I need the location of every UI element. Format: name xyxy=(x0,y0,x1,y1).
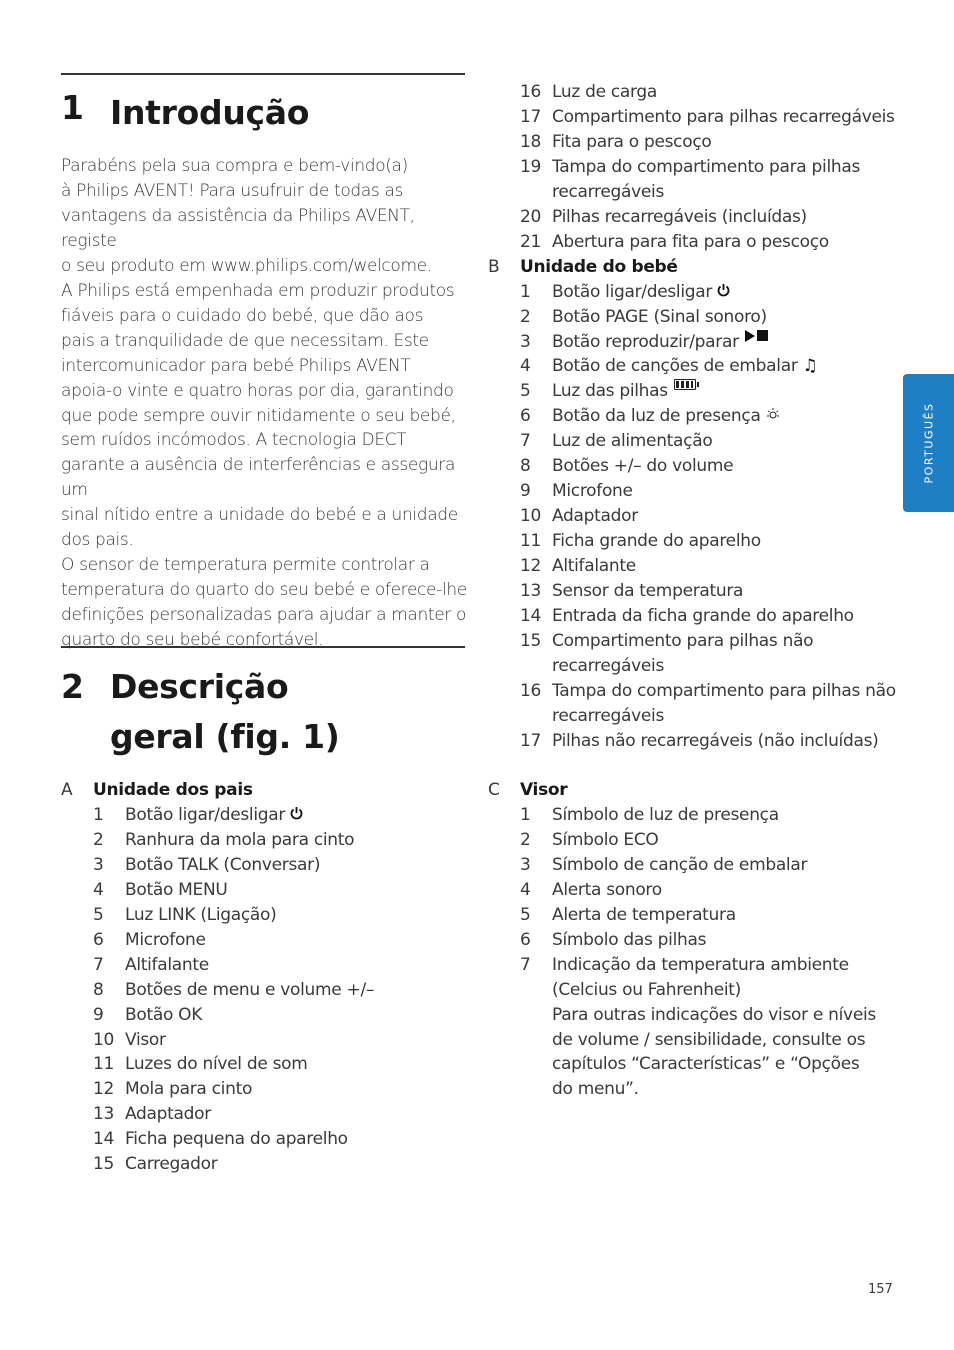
list-item: 3 Símbolo de canção de embalar xyxy=(520,854,808,875)
list-item: 7 Luz de alimentação xyxy=(520,431,713,452)
list-item: 16 Tampa do compartimento para pilhas não xyxy=(520,680,896,701)
intro-line: intercomunicador para bebé Philips AVENT xyxy=(61,355,411,376)
intro-line: apoia-o vinte e quatro horas por dia, garantindo xyxy=(61,380,454,401)
section-1-heading xyxy=(61,88,309,138)
list-item: 7 Indicação da temperatura ambiente xyxy=(520,954,849,975)
section-1-number: 1 xyxy=(61,88,84,127)
list-item: 17 Pilhas não recarregáveis (não incluídas) xyxy=(520,730,879,751)
section-1-rule xyxy=(61,73,465,75)
group-c-list xyxy=(488,778,876,1102)
page-number: 157 xyxy=(868,1282,893,1297)
power-icon xyxy=(290,803,303,828)
battery-icon xyxy=(674,379,696,390)
list-item-continuation: Para outras indicações do visor e níveis xyxy=(552,1004,876,1025)
list-item: 6 Microfone xyxy=(93,929,206,950)
list-item: 10 Adaptador xyxy=(520,506,638,527)
list-item: 8 Botões de menu e volume +/– xyxy=(93,979,375,1000)
intro-line: Parabéns pela sua compra e bem-vindo(a) xyxy=(61,156,408,176)
group-b-title: Unidade do bebé xyxy=(520,256,678,277)
group-a-list xyxy=(61,778,374,1177)
list-item-continuation: recarregáveis xyxy=(552,181,665,202)
intro-line: quarto do seu bebé confortável. xyxy=(61,630,324,651)
list-item-continuation: de volume / sensibilidade, consulte os xyxy=(552,1029,866,1050)
group-a-letter: A xyxy=(61,780,73,800)
intro-line: sem ruídos incómodos. A tecnologia DECT xyxy=(61,430,407,451)
list-item: 9 Botão OK xyxy=(93,1004,203,1025)
list-item: 1 Símbolo de luz de presença xyxy=(520,804,779,825)
list-item: 2 Botão PAGE (Sinal sonoro) xyxy=(520,306,767,327)
list-item: 4 Botão de canções de embalar ♫ xyxy=(488,354,896,379)
list-item-continuation: (Celcius ou Fahrenheit) xyxy=(552,979,741,1000)
section-2-number: 2 xyxy=(61,667,84,706)
list-item: 2 Ranhura da mola para cinto xyxy=(93,829,355,850)
section-2-rule xyxy=(61,646,465,648)
list-item-continuation: recarregáveis xyxy=(552,705,665,726)
list-item: 19 Tampa do compartimento para pilhas xyxy=(520,156,861,177)
intro-line: sinal nítido entre a unidade do bebé e a unidade xyxy=(61,505,458,526)
intro-line: A Philips está empenhada em produzir produtos xyxy=(61,280,455,301)
list-item: 17 Compartimento para pilhas recarregáveis xyxy=(520,106,895,127)
list-item: 9 Microfone xyxy=(520,481,633,502)
list-item: 4 Alerta sonoro xyxy=(520,879,662,900)
list-item: 18 Fita para o pescoço xyxy=(520,131,712,152)
list-item-continuation: capítulos “Características” e “Opções xyxy=(552,1054,860,1075)
list-item: 12 Mola para cinto xyxy=(93,1079,253,1100)
list-item: 10 Visor xyxy=(93,1029,166,1050)
intro-line: fiáveis para o cuidado do bebé, que dão aos xyxy=(61,305,424,326)
list-item: 13 Sensor da temperatura xyxy=(520,581,744,602)
section-1-title: Introdução xyxy=(110,93,310,132)
intro-line: dos pais. xyxy=(61,530,134,551)
intro-line: garante a ausência de interferências e assegura um xyxy=(61,455,456,501)
intro-line: definições personalizadas para ajudar a manter o xyxy=(61,605,467,626)
list-item: 7 Altifalante xyxy=(93,954,209,975)
list-item: 4 Botão MENU xyxy=(93,879,228,900)
intro-line: temperatura do quarto do seu bebé e oferece-lhe xyxy=(61,580,467,601)
group-c-header xyxy=(488,778,876,803)
list-item: 12 Altifalante xyxy=(520,556,636,577)
group-c-letter: C xyxy=(488,780,500,800)
list-item: 5 Alerta de temperatura xyxy=(520,904,736,925)
night-light-icon xyxy=(766,404,780,429)
list-item: 6 Símbolo das pilhas xyxy=(520,929,707,950)
list-item: 11 Ficha grande do aparelho xyxy=(520,531,761,552)
play-icon xyxy=(745,330,755,342)
section-2-title-line2: geral (fig. 1) xyxy=(110,717,340,756)
intro-line: o seu produto em www.philips.com/welcome. xyxy=(61,255,432,276)
list-item: 3 Botão TALK (Conversar) xyxy=(93,854,321,875)
list-item: 5 Luz das pilhas xyxy=(488,379,896,404)
list-item: 3 Botão reproduzir/parar xyxy=(488,330,896,355)
list-item: 20 Pilhas recarregáveis (incluídas) xyxy=(520,206,807,227)
intro-line: que pode sempre ouvir nitidamente o seu bebé, xyxy=(61,405,456,426)
group-a-header xyxy=(61,778,374,803)
list-item: 2 Símbolo ECO xyxy=(520,829,659,850)
list-item: 1 Botão ligar/desligar xyxy=(488,280,896,305)
list-item: 14 Entrada da ficha grande do aparelho xyxy=(520,606,854,627)
list-item: 13 Adaptador xyxy=(93,1104,211,1125)
list-item-continuation: recarregáveis xyxy=(552,655,665,676)
intro-line: à Philips AVENT! Para usufruir de todas as xyxy=(61,180,404,201)
group-a-title: Unidade dos pais xyxy=(93,780,253,800)
group-b-letter: B xyxy=(488,256,500,277)
list-item-continuation: do menu”. xyxy=(552,1079,639,1100)
music-note-icon: ♫ xyxy=(802,356,818,377)
section-2-title-line1: Descrição xyxy=(110,667,289,706)
section-2-heading xyxy=(61,662,340,762)
list-item: 1 Botão ligar/desligar xyxy=(61,803,374,828)
list-item: 6 Botão da luz de presença xyxy=(488,404,896,429)
language-label: PORTUGUÊS xyxy=(922,402,935,484)
intro-line: vantagens da assistência da Philips AVENT, registe xyxy=(61,205,415,251)
stop-icon xyxy=(757,330,768,341)
intro-line: O sensor de temperatura permite controlar a xyxy=(61,555,430,576)
list-item: 15 Carregador xyxy=(93,1154,218,1175)
list-item: 8 Botões +/– do volume xyxy=(520,456,734,477)
list-item: 14 Ficha pequena do aparelho xyxy=(93,1129,348,1150)
list-item: 16 Luz de carga xyxy=(520,82,657,102)
language-side-tab xyxy=(903,374,954,512)
list-item: 21 Abertura para fita para o pescoço xyxy=(520,231,829,252)
list-item: 15 Compartimento para pilhas não xyxy=(520,630,814,651)
group-a-continued-list xyxy=(488,80,896,754)
group-c-title: Visor xyxy=(520,780,568,800)
power-icon xyxy=(717,280,730,305)
intro-paragraphs xyxy=(61,154,471,653)
list-item: 11 Luzes do nível de som xyxy=(93,1054,308,1075)
group-b-header xyxy=(488,255,896,280)
list-item: 5 Luz LINK (Ligação) xyxy=(93,904,277,925)
intro-line: pais a tranquilidade de que necessitam. Este xyxy=(61,330,429,351)
